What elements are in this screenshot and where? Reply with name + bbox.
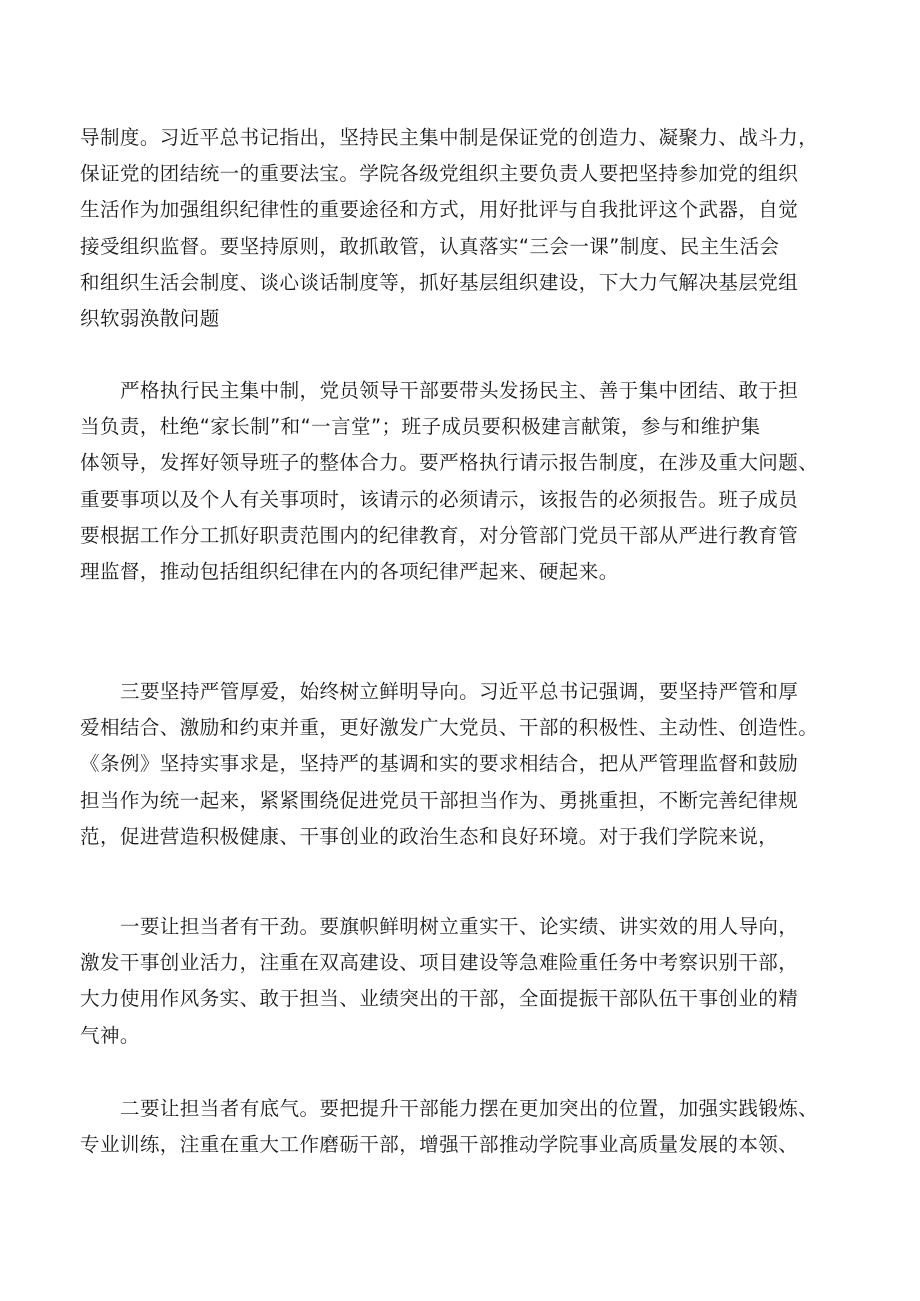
text-line: 大力使用作风务实、敢于担当、业绩突出的干部，全面提振干部队伍干事创业的精: [80, 987, 799, 1011]
text-line: 范，促进营造积极健康、干事创业的政治生态和良好环境。对于我们学院来说，: [80, 824, 779, 848]
text-line: 保证党的团结统一的重要法宝。学院各级党组织主要负责人要把坚持参加党的组织: [80, 162, 799, 186]
text-line: 理监督，推动包括组织纪律在内的各项纪律严起来、硬起来。: [80, 559, 619, 583]
text-line: 体领导，发挥好领导班子的整体合力。要严格执行请示报告制度，在涉及重大问题、: [80, 451, 819, 475]
text-line: 严格执行民主集中制，党员领导干部要带头发扬民主、善于集中团结、敢于担: [120, 379, 799, 402]
text-line: 激发干事创业活力，注重在双高建设、项目建设等急难险重任务中考察识别干部，: [80, 951, 799, 975]
paragraph-strict-management: [80, 674, 860, 855]
text-line: 专业训练，注重在重大工作磨砺干部，增强干部推动学院事业高质量发展的本领、: [80, 1133, 799, 1157]
text-line: 和组织生活会制度、谈心谈话制度等，抓好基层组织建设，下大力气解决基层党组: [80, 270, 799, 294]
text-line: 要根据工作分工抓好职责范围内的纪律教育，对分管部门党员干部从严进行教育管: [80, 523, 799, 547]
text-line: 一要让担当者有干劲。要旗帜鲜明树立重实干、论实绩、讲实效的用人导向，: [120, 915, 799, 938]
text-line: 三要坚持严管厚爱，始终树立鲜明导向。习近平总书记强调，要坚持严管和厚: [120, 680, 799, 703]
text-line: 《条例》坚持实事求是，坚持严的基调和实的要求相结合，把从严管理监督和鼓励: [80, 752, 799, 776]
text-line: 气神。: [80, 1023, 140, 1047]
text-line: 生活作为加强组织纪律性的重要途径和方式，用好批评与自我批评这个武器，自觉: [80, 198, 799, 222]
paragraph-motivation: [80, 909, 860, 1054]
text-line: 导制度。习近平总书记指出，坚持民主集中制是保证党的创造力、凝聚力、战斗力，: [80, 126, 819, 149]
text-line: 重要事项以及个人有关事项时，该请示的必须请示，该报告的必须报告。班子成员: [80, 487, 799, 511]
text-line: 织软弱涣散问题: [80, 306, 220, 330]
text-line: 接受组织监督。要坚持原则，敢抓敢管，认真落实“三会一课”制度、民主生活会: [80, 234, 780, 258]
text-line: 当负责，杜绝“家长制”和“一言堂”；班子成员要积极建言献策，参与和维护集: [80, 415, 761, 439]
text-line: 爱相结合、激励和约束并重，更好激发广大党员、干部的积极性、主动性、创造性。: [80, 716, 819, 740]
paragraph-strict-execution: [80, 373, 860, 590]
paragraph-confidence: [80, 1091, 860, 1163]
paragraph-democratic-centralism: [80, 120, 860, 337]
text-line: 二要让担当者有底气。要把提升干部能力摆在更加突出的位置，加强实践锻炼、: [120, 1097, 819, 1120]
text-line: 担当作为统一起来，紧紧围绕促进党员干部担当作为、勇挑重担，不断完善纪律规: [80, 788, 799, 812]
